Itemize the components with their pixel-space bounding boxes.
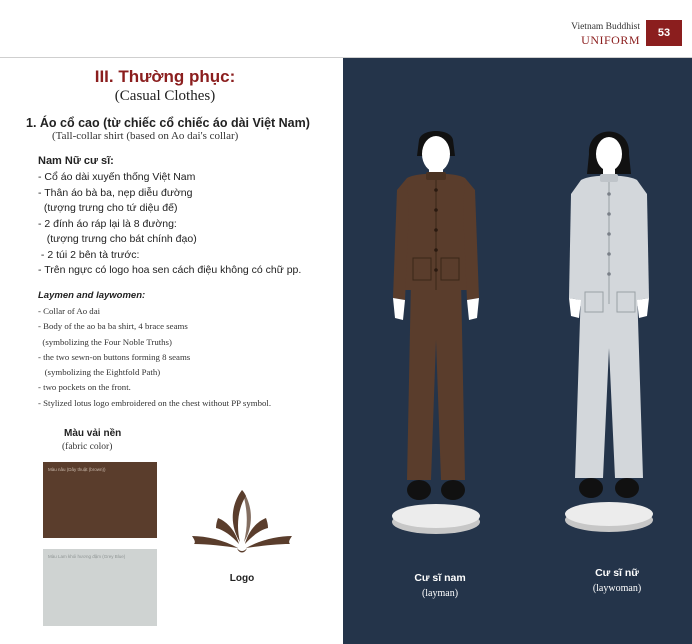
english-line: - the two sewn-on buttons forming 8 seams bbox=[38, 351, 191, 362]
swatch-label: Màu Lam khói hương đậm (Grey Blue) bbox=[48, 554, 126, 559]
section-title: III. Thường phục: bbox=[94, 67, 236, 86]
vietnamese-line: - Cổ áo dài xuyến thống Việt Nam bbox=[38, 171, 196, 183]
fabric-swatch-grey bbox=[43, 549, 157, 626]
laywoman-label: Cư sĩ nữ bbox=[595, 567, 639, 579]
layman-figure bbox=[383, 130, 487, 540]
vietnamese-line: - 2 túi 2 bên tà trước: bbox=[38, 248, 140, 261]
english-line: - Body of the ao ba ba shirt, 4 brace seams bbox=[38, 321, 188, 332]
swatch-label: Màu nâu (Dây thuật (brown)) bbox=[48, 467, 106, 472]
brand-top-text: Vietnam Buddhist bbox=[571, 22, 640, 32]
logo-label: Logo bbox=[229, 573, 255, 584]
vietnamese-list bbox=[38, 170, 301, 279]
english-heading: Laymen and laywomen: bbox=[38, 290, 146, 301]
english-line: (symbolizing the Eightfold Path) bbox=[38, 367, 161, 378]
english-line: (symbolizing the Four Noble Truths) bbox=[38, 336, 172, 347]
vietnamese-heading: Nam Nữ cư sĩ: bbox=[38, 155, 114, 167]
english-line: - Stylized lotus logo embroidered on the chest without PP symbol. bbox=[38, 397, 272, 408]
laywoman-sublabel: (laywoman) bbox=[592, 583, 642, 594]
page-number: 53 bbox=[646, 20, 682, 46]
layman-sublabel: (layman) bbox=[421, 588, 459, 599]
layman-label: Cư sĩ nam bbox=[414, 572, 466, 584]
section-subtitle: (Casual Clothes) bbox=[114, 88, 216, 104]
fabric-swatch-brown bbox=[43, 462, 157, 538]
brand-bottom-text: UNIFORM bbox=[581, 33, 640, 47]
vietnamese-line: (tượng trưng cho bát chính đạo) bbox=[38, 233, 197, 245]
fabric-subheading: (fabric color) bbox=[62, 442, 113, 452]
vietnamese-line: - Thân áo bà ba, nẹp diễu đường bbox=[38, 186, 193, 199]
english-line: - two pockets on the front. bbox=[38, 382, 131, 393]
vietnamese-line: - Trên ngực có logo hoa sen cách điệu không có chữ pp. bbox=[38, 264, 302, 276]
lotus-logo-icon bbox=[190, 486, 294, 560]
fabric-heading: Màu vải nền bbox=[64, 428, 122, 439]
english-line: - Collar of Ao dai bbox=[38, 306, 101, 316]
laywoman-figure bbox=[557, 128, 661, 538]
vietnamese-line: (tượng trưng cho tứ diệu đế) bbox=[38, 202, 178, 214]
vietnamese-line: - 2 đính áo ráp lại là 8 đường: bbox=[38, 217, 177, 230]
item-heading: 1. Áo cổ cao (từ chiếc cổ chiếc áo dài Việt Nam) bbox=[26, 116, 310, 130]
english-list bbox=[38, 304, 271, 411]
item-heading-en: (Tall-collar shirt (based on Ao dai's collar) bbox=[52, 130, 239, 142]
